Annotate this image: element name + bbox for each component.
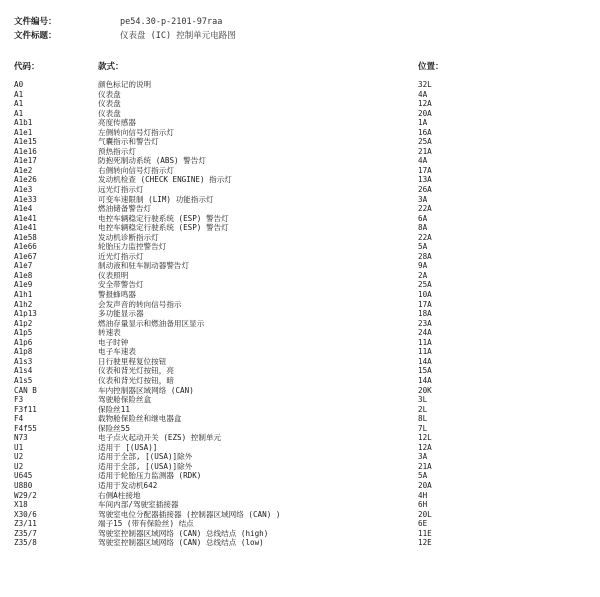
row-description: 颜色标记的说明 <box>98 80 152 89</box>
row-code: A1 <box>14 108 24 118</box>
row-position: 3A <box>418 452 428 462</box>
row-position: 18A <box>418 309 432 319</box>
row-description: 保险丝11 <box>98 404 130 414</box>
row-code: A1e8 <box>14 270 33 280</box>
row-description: 电子时钟 <box>98 337 129 347</box>
row-position: 25A <box>418 137 432 147</box>
row-code: X30/6 <box>14 509 37 519</box>
row-position: 20K <box>418 385 432 395</box>
row-position: 20A <box>418 480 432 490</box>
table-row <box>0 118 600 128</box>
row-position: 3A <box>418 194 428 204</box>
table-row <box>0 242 600 252</box>
row-code: A1e2 <box>14 165 33 175</box>
row-code: A1 <box>14 89 24 99</box>
row-code: Z3/11 <box>14 519 37 529</box>
row-description: 驾驶室电位分配器插接器 (控制器区域网络 (CAN) ) <box>98 509 281 519</box>
row-description: 驾驶室控制器区域网络 (CAN) 总线结点 (high) <box>98 528 269 538</box>
table-row <box>0 481 600 491</box>
table-row <box>0 471 600 481</box>
table-row <box>0 338 600 348</box>
row-code: F3 <box>14 395 24 405</box>
table-row <box>0 223 600 233</box>
row-position: 12E <box>418 538 432 548</box>
row-position: 8L <box>418 414 428 424</box>
table-row <box>0 529 600 539</box>
row-description: 仪表照明 <box>98 270 129 280</box>
table-row <box>0 195 600 205</box>
row-position: 12A <box>418 442 432 452</box>
row-position: 12A <box>418 99 432 109</box>
row-code: A1e3 <box>14 185 33 195</box>
row-position: 13A <box>418 175 432 185</box>
table-row <box>0 347 600 357</box>
row-code: A1e7 <box>14 261 33 271</box>
row-description: 制动液和驻车制动器警告灯 <box>98 261 190 271</box>
row-position: 9A <box>418 261 428 271</box>
row-code: A1b1 <box>14 118 33 128</box>
row-description: 防抱死制动系统 (ABS) 警告灯 <box>98 156 206 166</box>
row-description: 远光灯指示灯 <box>98 185 144 195</box>
table-row <box>0 510 600 520</box>
row-position: 2A <box>418 270 428 280</box>
row-description: 仪表和背光灯按钮，亮 <box>98 366 174 376</box>
row-position: 4A <box>418 89 428 99</box>
row-description: 发动机检查 (CHECK ENGINE) 指示灯 <box>98 175 232 185</box>
row-description: 车间内部/驾驶室插接器 <box>98 500 179 510</box>
row-code: A1e4 <box>14 204 33 214</box>
row-description: 保险丝55 <box>98 423 130 433</box>
row-code: A1p5 <box>14 328 33 338</box>
row-position: 20A <box>418 108 432 118</box>
row-code: A1e41 <box>14 223 37 233</box>
row-description: 警报蜂鸣器 <box>98 290 136 300</box>
row-position: 21A <box>418 146 432 156</box>
row-code: A1s3 <box>14 356 33 366</box>
row-description: 燃油储备警告灯 <box>98 204 152 214</box>
table-row <box>0 90 600 100</box>
table-row <box>0 405 600 415</box>
table-row <box>0 166 600 176</box>
row-position: 25A <box>418 280 432 290</box>
row-description: 轮胎压力监控警告灯 <box>98 242 167 252</box>
table-row <box>0 175 600 185</box>
row-position: 23A <box>418 318 432 328</box>
row-description: 适用于 [(USA)] <box>98 442 158 452</box>
row-position: 17A <box>418 299 432 309</box>
table-row <box>0 538 600 548</box>
row-description: 日行驶里程复位按钮 <box>98 356 167 366</box>
document-title-label: 文件标题： <box>14 31 57 41</box>
row-description: 转速表 <box>98 328 121 338</box>
row-description: 左侧转向信号灯指示灯 <box>98 127 174 137</box>
table-row <box>0 319 600 329</box>
row-code: F4f55 <box>14 423 37 433</box>
row-position: 32L <box>418 80 432 89</box>
row-position: 22A <box>418 232 432 242</box>
row-code: A1e41 <box>14 213 37 223</box>
row-code: U645 <box>14 471 33 481</box>
row-code: A1e17 <box>14 156 37 166</box>
row-code: N73 <box>14 433 28 443</box>
row-code: U1 <box>14 442 24 452</box>
row-description: 载物舱保险丝和继电器盒 <box>98 414 182 424</box>
row-position: 6H <box>418 500 428 510</box>
row-description: 右侧A柱接地 <box>98 490 141 500</box>
table-row <box>0 491 600 501</box>
table-row <box>0 204 600 214</box>
document-title-value: 仪表盘 (IC) 控制单元电路图 <box>120 31 236 41</box>
column-header-code: 代码： <box>14 62 40 72</box>
row-code: A1p2 <box>14 318 33 328</box>
table-row <box>0 252 600 262</box>
row-description: 燃油存量显示和燃油备用区显示 <box>98 318 205 328</box>
row-code: U2 <box>14 452 24 462</box>
table-row <box>0 214 600 224</box>
row-code: A0 <box>14 80 24 89</box>
table-row <box>0 233 600 243</box>
row-description: 电子车速表 <box>98 347 136 357</box>
row-position: 11A <box>418 337 432 347</box>
table-row <box>0 156 600 166</box>
row-position: 5A <box>418 242 428 252</box>
row-position: 1A <box>418 118 428 128</box>
row-description: 驾驶舱保险丝盒 <box>98 395 152 405</box>
row-position: 22A <box>418 204 432 214</box>
row-code: CAN B <box>14 385 37 395</box>
row-position: 7L <box>418 423 428 433</box>
table-row <box>0 395 600 405</box>
row-code: X18 <box>14 500 28 510</box>
row-code: A1e9 <box>14 280 33 290</box>
row-description: 发动机诊断指示灯 <box>98 232 159 242</box>
row-description: 安全带警告灯 <box>98 280 144 290</box>
row-position: 5A <box>418 471 428 481</box>
document-number-label: 文件编号： <box>14 17 57 27</box>
row-code: A1p8 <box>14 347 33 357</box>
table-row <box>0 271 600 281</box>
row-description: 电控车辆稳定行驶系统 (ESP) 警告灯 <box>98 223 229 233</box>
row-code: U880 <box>14 480 33 490</box>
row-position: 21A <box>418 461 432 471</box>
table-row <box>0 386 600 396</box>
row-description: 近光灯指示灯 <box>98 251 144 261</box>
table-row <box>0 357 600 367</box>
table-row <box>0 424 600 434</box>
row-description: 适用于全部, [(USA)]除外 <box>98 461 193 471</box>
table-row <box>0 443 600 453</box>
row-position: 11A <box>418 347 432 357</box>
table-row <box>0 185 600 195</box>
row-code: U2 <box>14 461 24 471</box>
row-description: 右侧转向信号灯指示灯 <box>98 165 174 175</box>
table-row <box>0 99 600 109</box>
row-code: A1e58 <box>14 232 37 242</box>
table-row <box>0 80 600 90</box>
row-code: A1e1 <box>14 127 33 137</box>
row-description: 亮度传感器 <box>98 118 136 128</box>
row-code: A1s5 <box>14 375 33 385</box>
row-position: 20L <box>418 509 432 519</box>
table-row <box>0 137 600 147</box>
column-header-description: 款式： <box>98 62 124 72</box>
column-header-position: 位置： <box>418 62 444 72</box>
row-code: A1e66 <box>14 242 37 252</box>
row-code: A1s4 <box>14 366 33 376</box>
row-position: 14A <box>418 375 432 385</box>
table-row <box>0 414 600 424</box>
row-code: F3f11 <box>14 404 37 414</box>
table-row <box>0 109 600 119</box>
row-position: 10A <box>418 290 432 300</box>
row-code: W29/2 <box>14 490 37 500</box>
table-row <box>0 261 600 271</box>
table-row <box>0 328 600 338</box>
document-number-value: pe54.30-p-2101-97raa <box>120 17 223 27</box>
row-description: 多功能显示器 <box>98 309 144 319</box>
row-description: 电控车辆稳定行驶系统 (ESP) 警告灯 <box>98 213 229 223</box>
row-position: 4H <box>418 490 428 500</box>
table-row <box>0 462 600 472</box>
row-code: A1e26 <box>14 175 37 185</box>
table-row <box>0 300 600 310</box>
row-position: 24A <box>418 328 432 338</box>
row-position: 6A <box>418 213 428 223</box>
row-description: 仪表和背光灯按钮，暗 <box>98 375 174 385</box>
table-row <box>0 452 600 462</box>
row-description: 车内控制器区域网络 (CAN) <box>98 385 194 395</box>
table-row <box>0 366 600 376</box>
row-code: A1p13 <box>14 309 37 319</box>
row-position: 15A <box>418 366 432 376</box>
table-row <box>0 376 600 386</box>
row-position: 28A <box>418 251 432 261</box>
row-code: Z35/8 <box>14 538 37 548</box>
row-position: 2L <box>418 404 428 414</box>
row-code: A1 <box>14 99 24 109</box>
table-row <box>0 309 600 319</box>
row-code: A1e16 <box>14 146 37 156</box>
row-description: 仪表盘 <box>98 99 121 109</box>
row-position: 6E <box>418 519 428 529</box>
row-code: A1e33 <box>14 194 37 204</box>
row-description: 会发声音的转向信号指示 <box>98 299 182 309</box>
row-position: 17A <box>418 165 432 175</box>
row-description: 端子15 (带有保险丝) 结点 <box>98 519 194 529</box>
row-position: 16A <box>418 127 432 137</box>
row-description: 适用于发动机642 <box>98 480 158 490</box>
row-description: 可变车速限制 (LIM) 功能指示灯 <box>98 194 214 204</box>
row-code: A1e67 <box>14 251 37 261</box>
table-row <box>0 147 600 157</box>
row-position: 14A <box>418 356 432 366</box>
row-description: 驾驶室控制器区域网络 (CAN) 总线结点 (low) <box>98 538 264 548</box>
row-description: 预热指示灯 <box>98 146 136 156</box>
table-row <box>0 280 600 290</box>
row-description: 仪表盘 <box>98 108 121 118</box>
row-description: 适用于全部, [(USA)]除外 <box>98 452 193 462</box>
row-code: F4 <box>14 414 24 424</box>
row-code: A1p6 <box>14 337 33 347</box>
row-position: 8A <box>418 223 428 233</box>
table-row <box>0 500 600 510</box>
row-position: 26A <box>418 185 432 195</box>
table-row <box>0 290 600 300</box>
row-description: 适用于轮胎压力监测器 (RDK) <box>98 471 202 481</box>
table-row <box>0 519 600 529</box>
table-row <box>0 128 600 138</box>
row-description: 气囊指示和警告灯 <box>98 137 159 147</box>
row-description: 仪表盘 <box>98 89 121 99</box>
row-code: A1e15 <box>14 137 37 147</box>
component-list <box>0 80 600 548</box>
row-position: 12L <box>418 433 432 443</box>
row-description: 电子点火起动开关 (EZS) 控制单元 <box>98 433 222 443</box>
row-position: 3L <box>418 395 428 405</box>
row-code: A1h1 <box>14 290 33 300</box>
row-position: 4A <box>418 156 428 166</box>
table-row <box>0 433 600 443</box>
row-position: 11E <box>418 528 432 538</box>
row-code: Z35/7 <box>14 528 37 538</box>
row-code: A1h2 <box>14 299 33 309</box>
